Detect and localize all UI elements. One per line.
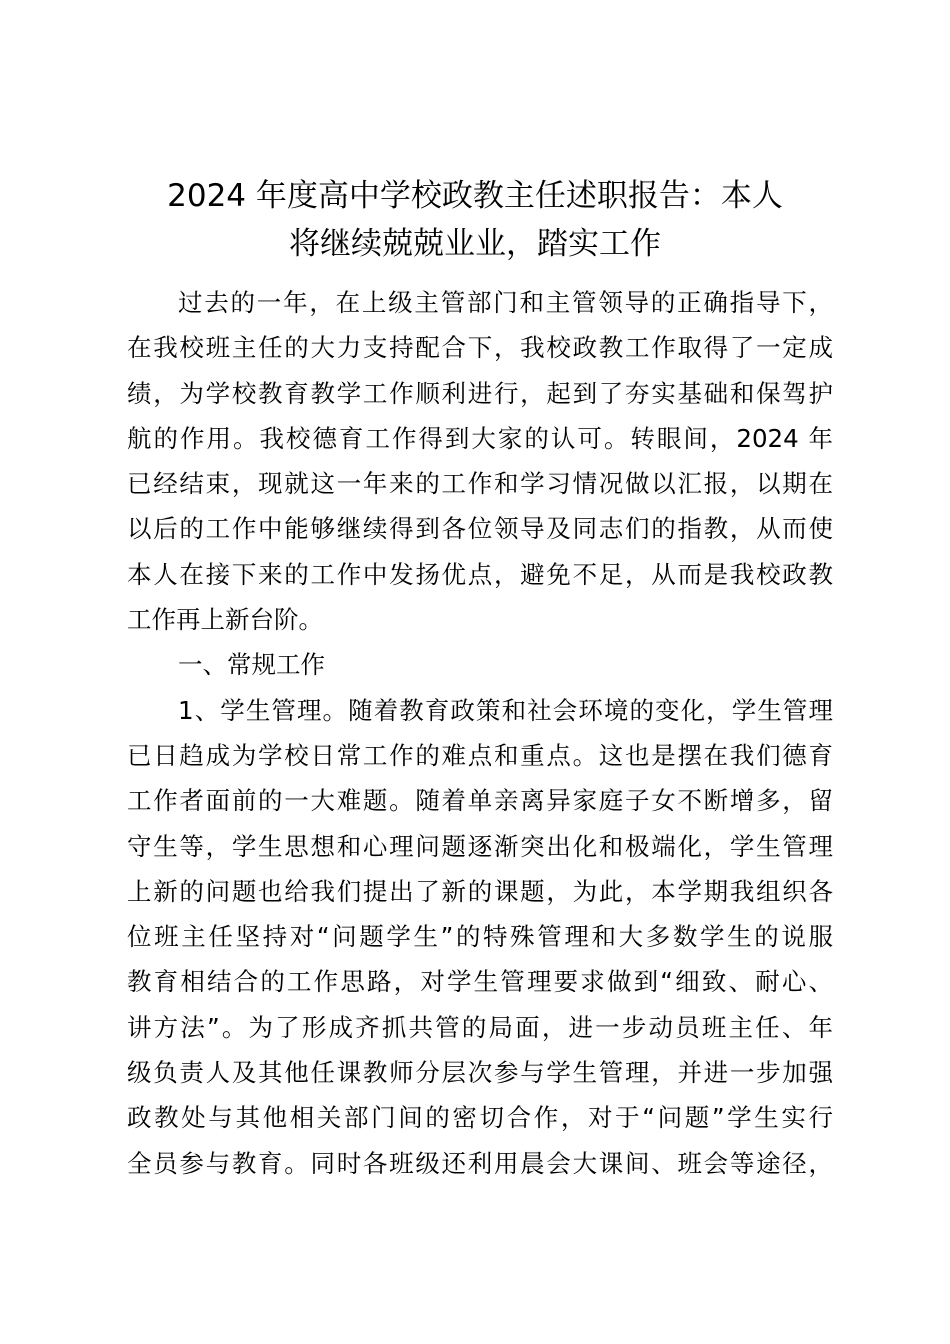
body-line: 航的作用。我校德育工作得到大家的认可。转眼间，2024 年	[127, 423, 833, 453]
title-line: 2024 年度高中学校政教主任述职报告：本人	[167, 178, 783, 214]
title-line: 将继续兢兢业业，踏实工作	[289, 226, 661, 262]
body-line: 已经结束，现就这一年来的工作和学习情况做以汇报，以期在	[127, 469, 833, 499]
body-line: 教育相结合的工作思路，对学生管理要求做到“细致、耐心、	[127, 967, 833, 997]
body-line: 全员参与教育。同时各班级还利用晨会大课间、班会等途径，	[127, 1148, 833, 1178]
body-line: 已日趋成为学校日常工作的难点和重点。这也是摆在我们德育	[127, 740, 833, 770]
body-line: 以后的工作中能够继续得到各位领导及同志们的指教，从而使	[127, 514, 833, 544]
body-line: 工作者面前的一大难题。随着单亲离异家庭子女不断增多，留	[127, 786, 833, 816]
body-line: 绩，为学校教育教学工作顺利进行，起到了夯实基础和保驾护	[127, 378, 833, 408]
body-line: 守生等，学生思想和心理问题逐渐突出化和极端化，学生管理	[127, 831, 833, 861]
body-line: 位班主任坚持对“问题学生”的特殊管理和大多数学生的说服	[127, 922, 833, 952]
body-line: 过去的一年，在上级主管部门和主管领导的正确指导下，	[178, 288, 833, 317]
body-line: 1、学生管理。随着教育政策和社会环境的变化，学生管理	[178, 695, 833, 725]
section-heading: 一、常规工作	[178, 650, 325, 680]
body-line: 工作再上新台阶。	[127, 605, 323, 635]
document-title	[118, 172, 832, 268]
body-line: 上新的问题也给我们提出了新的课题，为此，本学期我组织各	[127, 876, 833, 906]
body-line: 政教处与其他相关部门间的密切合作，对于“问题”学生实行	[127, 1103, 833, 1133]
body-line: 本人在接下来的工作中发扬优点，避免不足，从而是我校政教	[127, 559, 833, 589]
document-body	[127, 280, 833, 1186]
body-line: 在我校班主任的大力支持配合下，我校政教工作取得了一定成	[127, 333, 833, 363]
body-line: 讲方法”。为了形成齐抓共管的局面，进一步动员班主任、年	[127, 1012, 833, 1042]
body-line: 级负责人及其他任课教师分层次参与学生管理，并进一步加强	[127, 1058, 833, 1088]
